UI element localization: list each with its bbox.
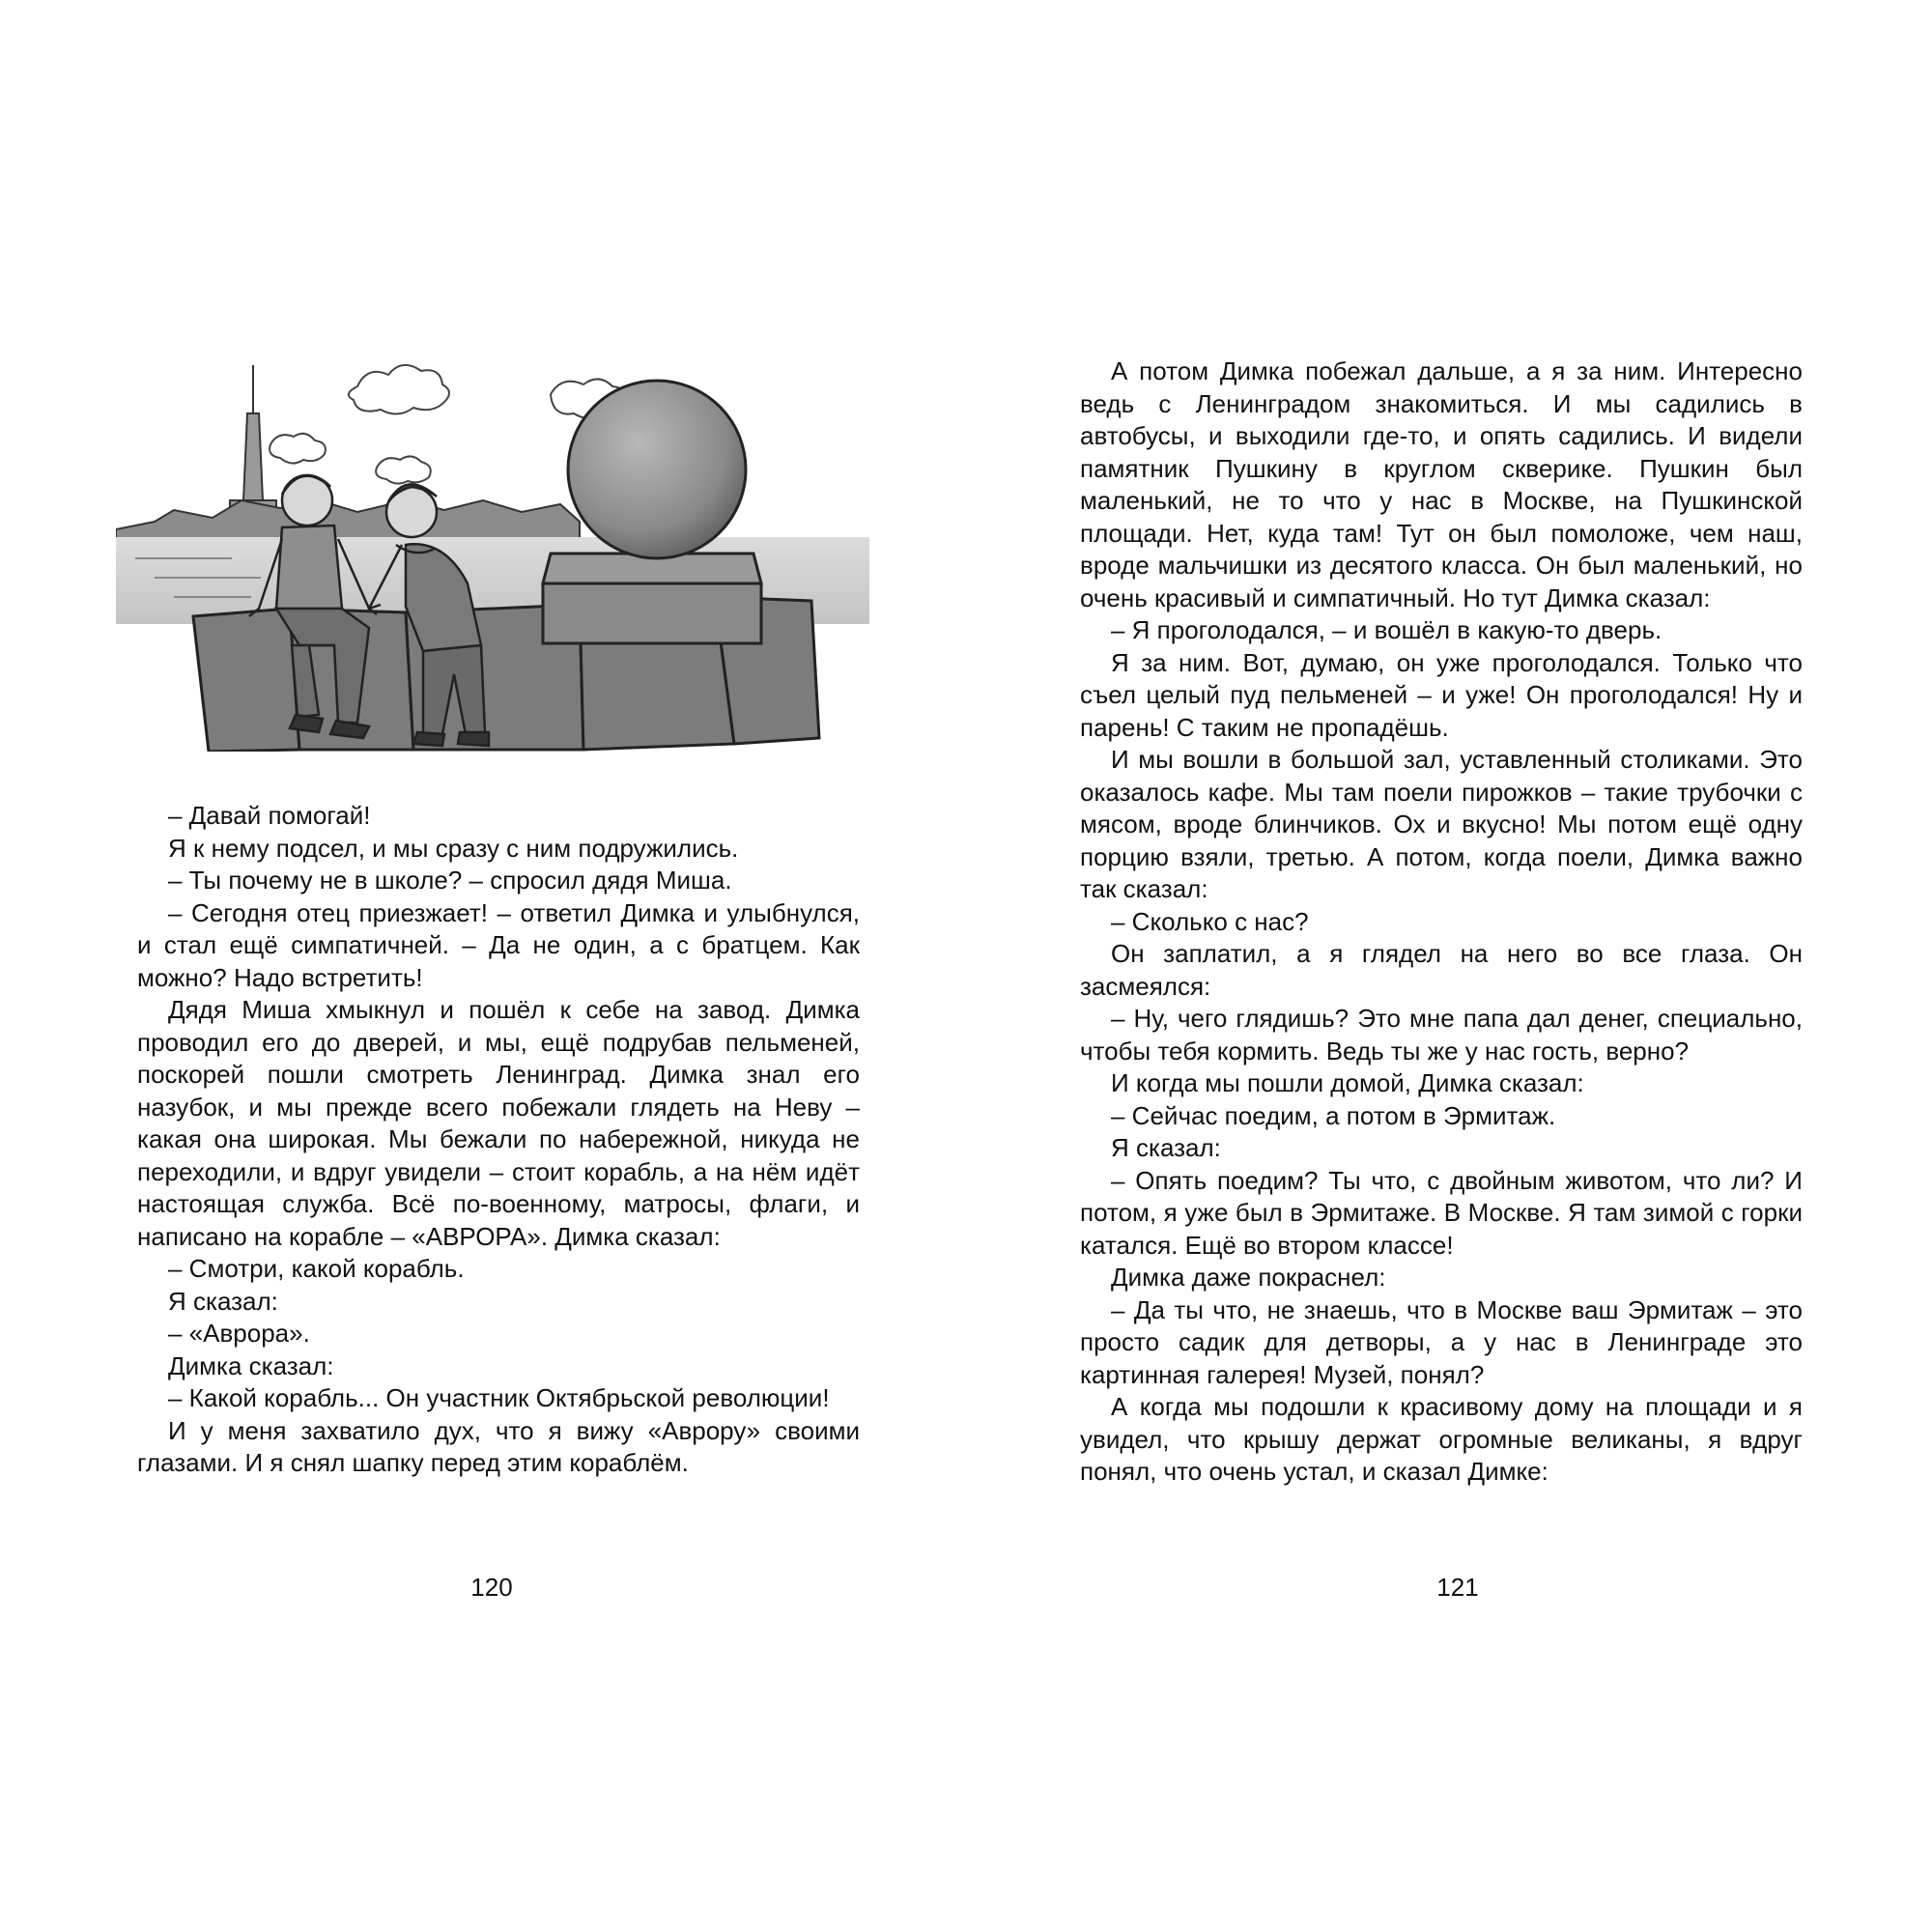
far-shore [116,500,580,539]
paragraph: – Сколько с нас? [1111,906,1309,936]
paragraph: – Я проголодался, – и вошёл в какую-то дверь. [1111,615,1662,644]
paragraph: – Ты почему не в школе? – спросил дядя Миша. [168,866,732,895]
paragraph: И когда мы пошли домой, Димка сказал: [1111,1068,1584,1097]
paragraph: Димка сказал: [168,1350,334,1380]
paragraph: И у меня захватило дух, что я вижу «Аврору» своими глазами. И я снял шапку перед этим кораблём. [137,1415,860,1477]
paragraph: – Опять поедим? Ты что, с двойным животом, что ли? И потом, я уже был в Эрмитаже. В Москве. Я там зимой с горки катался. Ещё во втором классе! [1080,1165,1803,1260]
paragraph: – Смотри, какой корабль. [168,1254,465,1283]
paragraph: Он заплатил, а я глядел на него во все глаза. Он засмеялся: [1080,939,1803,1001]
paragraph: Димка даже покраснел: [1111,1263,1386,1292]
paragraph: Я за ним. Вот, думаю, он уже проголодался. Только что съел целый пуд пельменей – и уже! Он проголодался! Ну и парень! С таким не пропадёшь. [1080,647,1803,742]
paragraph: – «Аврора». [168,1319,310,1348]
paragraph: Я к нему подсел, и мы сразу с ним подружились. [168,833,739,863]
page-number-right: 121 [1436,1573,1479,1602]
paragraph: – Какой корабль... Он участник Октябрьской революции! [168,1383,830,1412]
paragraph: – Да ты что, не знаешь, что в Москве ваш Эрмитаж – это просто садик для детворы, а у нас в Ленинграде это картинная галерея! Музей, понял? [1080,1294,1803,1389]
right-page [966,0,1932,1932]
paragraph: – Сейчас поедим, а потом в Эрмитаж. [1111,1100,1556,1130]
spire-icon [230,365,276,522]
paragraph: Дядя Миша хмыкнул и пошёл к себе на завод. Димка проводил его до дверей, и мы, ещё подрубав пельменей, поскорей пошли смотреть Ленинград. Димка знал его назубок, и мы прежде всего побежали глядеть на Неву – какая она широкая. Мы бежали по набережной, никуда не переходили, и вдруг увидели – стоит корабль, а на нём идёт настоящая служба. Всё по-военному, матросы, флаги, и написано на корабле – «АВРОРА». Димка сказал: [137,995,860,1251]
paragraph: И мы вошли в большой зал, уставленный столиками. Это оказалось кафе. Мы там поели пирожков – такие трубочки с мясом, вроде блинчиков. Ох и вкусно! Мы потом ещё одну порцию взяли, третью. А потом, когда поели, Димка важно так сказал: [1080,745,1803,903]
paragraph: – Сегодня отец приезжает! – ответил Димка и улыбнулся, и стал ещё симпатичней. – Да не один, а с братцем. Как можно? Надо встретить! [137,897,860,992]
paragraph: Я сказал: [1111,1133,1221,1162]
ball-pedestal [543,554,761,643]
two-boys-on-embankment-illustration [116,355,869,752]
left-page-text [137,800,860,1480]
paragraph: А потом Димка побежал дальше, а я за ним. Интересно ведь с Ленинградом знакомиться. И мы садились в автобусы, и выходили где-то, и опять садились. И видели памятник Пушкину в круглом скверике. Пушкин был маленький, не то что у нас в Москве, на Пушкинской площади. Нет, куда там! Тут он был помоложе, чем наш, вроде мальчишки из десятого класса. Он был маленький, но очень красивый и симпатичный. Но тут Димка сказал: [1080,356,1803,612]
granite-sphere [568,381,746,558]
paragraph: Я сказал: [168,1286,278,1316]
paragraph: А когда мы подошли к красивому дому на площади и я увидел, что крышу держат огромные великаны, я вдруг понял, что очень устал, и сказал Димке: [1080,1392,1803,1486]
paragraph: – Ну, чего глядишь? Это мне папа дал денег, специально, чтобы тебя кормить. Ведь ты же у нас гость, верно? [1080,1004,1803,1065]
right-page-text [1080,355,1803,1489]
page-number-left: 120 [470,1573,513,1602]
paragraph: – Давай помогай! [168,801,371,830]
